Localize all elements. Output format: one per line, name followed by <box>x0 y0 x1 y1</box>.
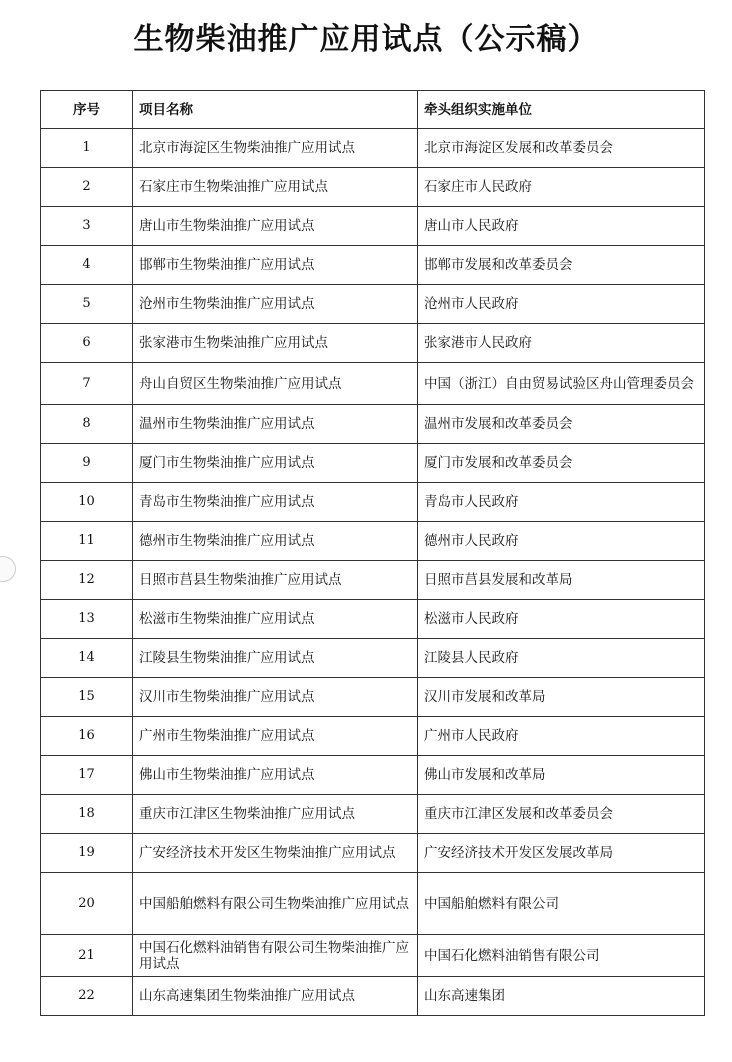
project-name: 佛山市生物柴油推广应用试点 <box>133 756 418 795</box>
project-name: 日照市莒县生物柴油推广应用试点 <box>133 561 418 600</box>
row-number: 16 <box>41 717 133 756</box>
table-row <box>41 246 705 285</box>
lead-organization: 汉川市发展和改革局 <box>418 678 705 717</box>
lead-organization: 松滋市人民政府 <box>418 600 705 639</box>
lead-organization: 佛山市发展和改革局 <box>418 756 705 795</box>
page-title: 生物柴油推广应用试点（公示稿） <box>133 22 599 57</box>
lead-organization: 日照市莒县发展和改革局 <box>418 561 705 600</box>
lead-organization: 德州市人民政府 <box>418 522 705 561</box>
project-name: 北京市海淀区生物柴油推广应用试点 <box>133 129 418 168</box>
lead-organization: 北京市海淀区发展和改革委员会 <box>418 129 705 168</box>
lead-organization: 重庆市江津区发展和改革委员会 <box>418 795 705 834</box>
row-number: 7 <box>41 363 133 405</box>
project-name: 邯郸市生物柴油推广应用试点 <box>133 246 418 285</box>
lead-organization: 青岛市人民政府 <box>418 483 705 522</box>
project-name: 舟山自贸区生物柴油推广应用试点 <box>133 363 418 405</box>
row-number: 12 <box>41 561 133 600</box>
table-row <box>41 168 705 207</box>
project-name: 重庆市江津区生物柴油推广应用试点 <box>133 795 418 834</box>
table-row <box>41 561 705 600</box>
table-row <box>41 795 705 834</box>
table-row <box>41 977 705 1016</box>
project-name: 松滋市生物柴油推广应用试点 <box>133 600 418 639</box>
lead-organization: 江陵县人民政府 <box>418 639 705 678</box>
table-row <box>41 285 705 324</box>
project-name: 江陵县生物柴油推广应用试点 <box>133 639 418 678</box>
lead-organization: 唐山市人民政府 <box>418 207 705 246</box>
table-row <box>41 600 705 639</box>
row-number: 8 <box>41 405 133 444</box>
lead-organization: 中国船舶燃料有限公司 <box>418 873 705 935</box>
project-name: 青岛市生物柴油推广应用试点 <box>133 483 418 522</box>
lead-organization: 山东高速集团 <box>418 977 705 1016</box>
project-name: 石家庄市生物柴油推广应用试点 <box>133 168 418 207</box>
header-org: 牵头组织实施单位 <box>418 91 705 129</box>
lead-organization: 厦门市发展和改革委员会 <box>418 444 705 483</box>
project-name: 温州市生物柴油推广应用试点 <box>133 405 418 444</box>
row-number: 11 <box>41 522 133 561</box>
row-number: 19 <box>41 834 133 873</box>
table-row <box>41 444 705 483</box>
lead-organization: 中国石化燃料油销售有限公司 <box>418 935 705 977</box>
row-number: 1 <box>41 129 133 168</box>
project-name: 广安经济技术开发区生物柴油推广应用试点 <box>133 834 418 873</box>
project-name: 山东高速集团生物柴油推广应用试点 <box>133 977 418 1016</box>
row-number: 13 <box>41 600 133 639</box>
row-number: 10 <box>41 483 133 522</box>
row-number: 9 <box>41 444 133 483</box>
table-row <box>41 834 705 873</box>
table-row <box>41 639 705 678</box>
project-name: 中国石化燃料油销售有限公司生物柴油推广应用试点 <box>133 935 418 977</box>
row-number: 20 <box>41 873 133 935</box>
table-row <box>41 756 705 795</box>
project-name: 张家港市生物柴油推广应用试点 <box>133 324 418 363</box>
table-row <box>41 363 705 405</box>
table-row <box>41 324 705 363</box>
table-row <box>41 717 705 756</box>
lead-organization: 广安经济技术开发区发展改革局 <box>418 834 705 873</box>
project-name: 广州市生物柴油推广应用试点 <box>133 717 418 756</box>
project-name: 德州市生物柴油推广应用试点 <box>133 522 418 561</box>
table-row <box>41 207 705 246</box>
project-name: 中国船舶燃料有限公司生物柴油推广应用试点 <box>133 873 418 935</box>
row-number: 17 <box>41 756 133 795</box>
lead-organization: 张家港市人民政府 <box>418 324 705 363</box>
row-number: 14 <box>41 639 133 678</box>
row-number: 15 <box>41 678 133 717</box>
pilot-table <box>40 90 705 1016</box>
project-name: 厦门市生物柴油推广应用试点 <box>133 444 418 483</box>
lead-organization: 中国（浙江）自由贸易试验区舟山管理委员会 <box>418 363 705 405</box>
table-row <box>41 873 705 935</box>
lead-organization: 温州市发展和改革委员会 <box>418 405 705 444</box>
table-row <box>41 678 705 717</box>
row-number: 18 <box>41 795 133 834</box>
table-row <box>41 483 705 522</box>
table-row <box>41 935 705 977</box>
project-name: 汉川市生物柴油推广应用试点 <box>133 678 418 717</box>
lead-organization: 邯郸市发展和改革委员会 <box>418 246 705 285</box>
project-name: 沧州市生物柴油推广应用试点 <box>133 285 418 324</box>
table-row <box>41 405 705 444</box>
row-number: 5 <box>41 285 133 324</box>
lead-organization: 广州市人民政府 <box>418 717 705 756</box>
header-row <box>41 91 705 129</box>
project-name: 唐山市生物柴油推广应用试点 <box>133 207 418 246</box>
row-number: 21 <box>41 935 133 977</box>
row-number: 4 <box>41 246 133 285</box>
table-row <box>41 129 705 168</box>
row-number: 2 <box>41 168 133 207</box>
header-project: 项目名称 <box>133 91 418 129</box>
row-number: 3 <box>41 207 133 246</box>
row-number: 6 <box>41 324 133 363</box>
lead-organization: 石家庄市人民政府 <box>418 168 705 207</box>
table-row <box>41 522 705 561</box>
lead-organization: 沧州市人民政府 <box>418 285 705 324</box>
side-circle-icon[interactable] <box>0 556 16 582</box>
row-number: 22 <box>41 977 133 1016</box>
table-body <box>41 129 705 1016</box>
header-no: 序号 <box>41 91 133 129</box>
